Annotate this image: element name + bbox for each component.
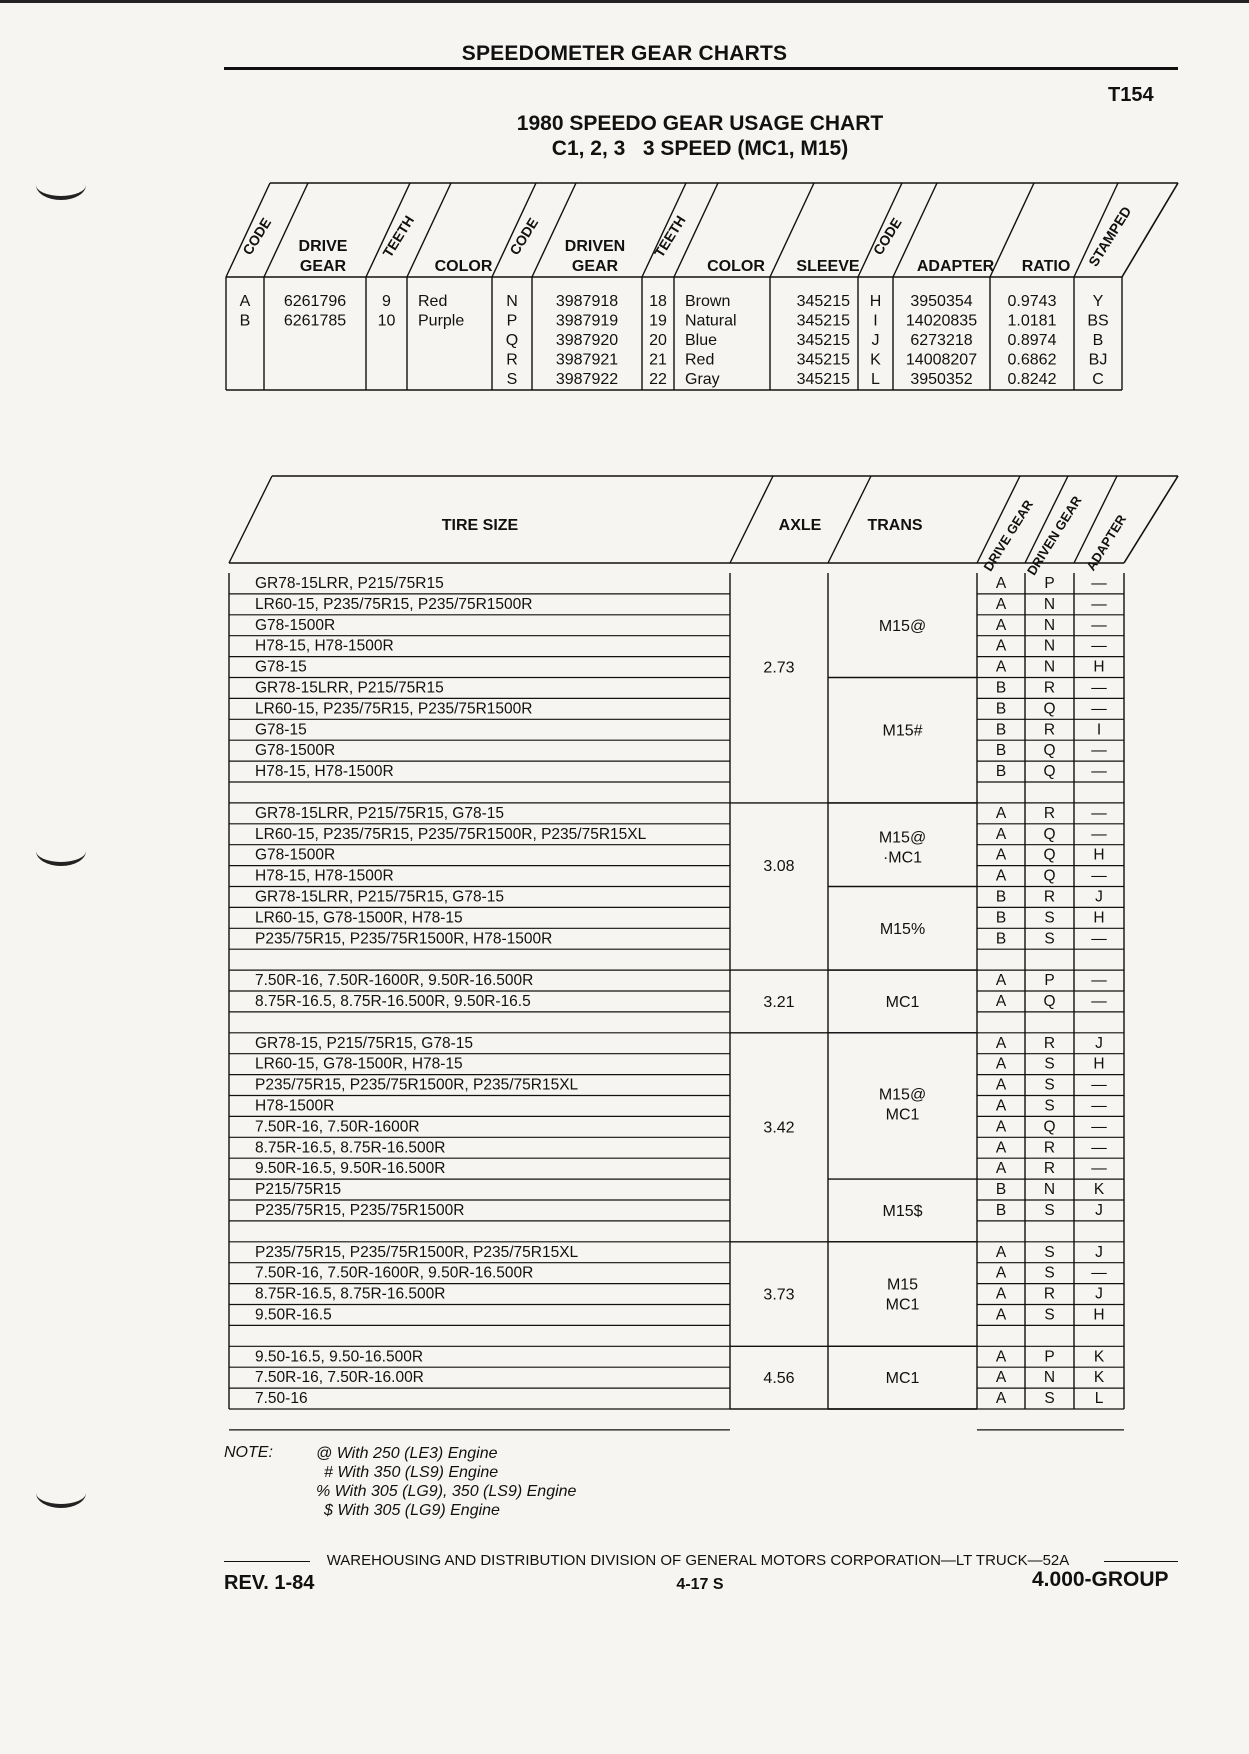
adapter-cell: H [1093,1055,1105,1073]
trans-cell: M15# [882,722,923,740]
drive-gear-cell: A [995,1390,1007,1408]
drive-gear-cell: A [995,1369,1007,1387]
adapter-cell: — [1091,637,1107,655]
gear-cell: 3987922 [555,371,619,388]
usage-table [229,476,1178,1430]
adapter-cell: — [1091,1264,1107,1282]
drive-gear-cell: B [995,930,1007,948]
chart-title: 1980 SPEEDO GEAR USAGE CHART [516,112,884,135]
drive-gear-cell: A [995,1055,1007,1073]
gear-cell: K [870,351,881,369]
driven-gear-cell: S [1044,1264,1055,1282]
drive-gear-cell: A [995,1139,1007,1157]
axle-cell: 3.08 [763,858,795,876]
header-label: CODE [869,214,905,258]
driven-gear-cell: R [1043,1139,1056,1157]
gear-cell: 0.9743 [1007,293,1057,310]
gear-cell: 18 [649,293,667,310]
tire-size-cell: 7.50R-16, 7.50R-16.00R [255,1369,424,1387]
driven-gear-cell: S [1044,1306,1055,1324]
tire-size-cell: P235/75R15, P235/75R1500R [255,1202,465,1219]
driven-gear-cell: Q [1043,742,1056,760]
gear-cell: 14020835 [905,312,978,330]
gear-cell: 9 [382,293,391,310]
adapter-cell: — [1091,804,1107,822]
trans-cell: M15@ [878,617,927,635]
driven-gear-cell: Q [1043,846,1056,864]
tire-size-cell: GR78-15, P215/75R15, G78-15 [255,1034,473,1052]
note-lines [316,1444,576,1520]
drive-gear-cell: A [995,637,1007,655]
driven-gear-cell: Q [1043,993,1056,1010]
gear-cell: 3950352 [910,371,973,388]
gear-cell: I [873,312,878,330]
axle-cell: 4.56 [763,1370,795,1388]
header-slant-rule [730,476,773,563]
driven-gear-cell: S [1044,1076,1055,1094]
gear-cell: 10 [377,312,396,330]
adapter-cell: J [1095,1285,1103,1303]
axle-cell: 3.21 [763,994,795,1011]
header-label: TEETH [650,212,689,261]
page-header-title: SPEEDOMETER GEAR CHARTS [461,42,788,65]
gear-cell: Y [1092,293,1104,310]
tire-size-cell: 8.75R-16.5, 8.75R-16.500R [255,1139,446,1157]
adapter-cell: H [1093,658,1105,676]
driven-gear-cell: S [1044,1390,1055,1408]
gear-cell: 14008207 [905,351,978,369]
tire-size-cell: 9.50-16.5, 9.50-16.500R [255,1348,424,1366]
trans-cell: MC1 [885,1370,920,1388]
drive-gear-cell: B [995,679,1007,697]
driven-gear-cell: R [1043,679,1056,697]
tire-size-cell: LR60-15, P235/75R15, P235/75R1500R [255,595,533,613]
note-label: NOTE: [224,1444,273,1461]
header-label: SLEEVE [796,258,860,275]
gear-cell: 0.8242 [1007,371,1057,388]
adapter-cell: J [1095,888,1103,906]
adapter-cell: — [1091,993,1107,1010]
gear-cell: 345215 [796,332,850,349]
driven-gear-cell: N [1043,1369,1056,1387]
drive-gear-cell: B [995,742,1007,760]
tire-size-cell: H78-15, H78-1500R [255,637,394,655]
gear-cell: Purple [418,312,465,330]
tire-size-cell: G78-1500R [255,742,336,760]
header-label: CODE [239,214,275,258]
gear-cell: J [871,332,880,349]
header-label: GEAR [299,258,347,275]
tire-size-cell: H78-15, H78-1500R [255,763,394,781]
gear-cell: 0.6862 [1007,351,1057,369]
drive-gear-cell: B [995,1181,1007,1199]
drive-gear-cell: A [995,846,1007,864]
drive-gear-cell: A [995,616,1007,634]
driven-gear-cell: S [1044,930,1055,948]
gear-cell: 22 [649,371,667,388]
gear-cell: A [239,293,251,310]
gear-cell: 3987921 [555,351,619,369]
driven-gear-cell: R [1043,804,1056,822]
gear-cell: 6261796 [283,293,347,310]
tire-size-cell: 7.50R-16, 7.50R-1600R, 9.50R-16.500R [255,1264,534,1282]
header-label: ADAPTER [1083,511,1130,574]
driven-gear-cell: P [1044,575,1055,592]
gear-cell: 345215 [796,293,850,310]
driven-gear-cell: S [1044,1243,1055,1261]
drive-gear-cell: A [995,1306,1007,1324]
driven-gear-cell: Q [1043,763,1056,781]
drive-gear-cell: B [995,909,1007,927]
adapter-cell: I [1096,721,1102,739]
trans-cell: M15$ [882,1203,923,1220]
header-label: RATIO [1021,258,1071,275]
footer-division: WAREHOUSING AND DISTRIBUTION DIVISION OF GENERAL MOTORS CORPORATION—LT TRUCK—52A [326,1552,1070,1569]
drive-gear-cell: A [995,1034,1007,1052]
gear-cell: Natural [685,312,737,330]
drive-gear-cell: A [995,1264,1007,1282]
adapter-cell: — [1091,867,1107,885]
adapter-cell: — [1091,1160,1107,1178]
adapter-cell: — [1091,825,1107,843]
adapter-cell: H [1093,909,1105,927]
adapter-cell: — [1091,595,1107,613]
note-line: $ With 305 (LG9) Engine [324,1502,500,1519]
adapter-cell: — [1091,972,1107,990]
header-label: TIRE SIZE [441,517,519,534]
adapter-cell: — [1091,575,1107,592]
header-slant-rule [532,183,576,277]
drive-gear-cell: A [995,658,1007,676]
header-label: DRIVE GEAR [980,497,1036,574]
drive-gear-cell: B [995,1202,1007,1219]
gear-cell: 6273218 [910,332,973,349]
note-line: @ With 250 (LE3) Engine [316,1445,498,1462]
tire-size-cell: P235/75R15, P235/75R1500R, P235/75R15XL [255,1076,579,1094]
adapter-cell: J [1095,1202,1103,1219]
driven-gear-cell: Q [1043,867,1056,885]
tire-size-cell: LR60-15, G78-1500R, H78-15 [255,1055,463,1073]
driven-gear-cell: N [1043,595,1056,613]
gear-cell: Brown [685,293,731,310]
gear-cell: 20 [649,332,667,349]
drive-gear-cell: A [995,575,1007,592]
tire-size-cell: P235/75R15, P235/75R1500R, H78-1500R [255,930,553,948]
group-label: 4.000-GROUP [1032,1568,1169,1591]
adapter-cell: L [1094,1390,1104,1408]
tire-size-cell: 8.75R-16.5, 8.75R-16.500R [255,1285,446,1303]
drive-gear-cell: A [995,1160,1007,1178]
drive-gear-cell: A [995,1243,1007,1261]
adapter-cell: — [1091,1076,1107,1094]
tire-size-cell: P215/75R15 [255,1181,342,1199]
header-label: CODE [506,214,542,258]
header-label: TEETH [379,212,418,261]
gear-table [226,183,1178,390]
gear-cell: N [506,293,518,310]
adapter-cell: H [1093,1306,1105,1324]
gear-cell: 0.8974 [1007,332,1057,349]
page-number: 4-17 S [676,1576,724,1593]
adapter-cell: K [1093,1181,1105,1199]
header-label: STAMPED [1085,203,1135,270]
gear-cell: 345215 [796,351,850,369]
driven-gear-cell: N [1043,637,1056,655]
driven-gear-cell: P [1044,972,1055,990]
tire-size-cell: 9.50R-16.5 [255,1306,332,1324]
driven-gear-cell: Q [1043,1118,1056,1136]
gear-cell: Red [418,293,448,310]
gear-cell: H [869,293,882,310]
tire-size-cell: 7.50R-16, 7.50R-1600R, 9.50R-16.500R [255,972,534,990]
gear-cell: S [506,371,518,388]
driven-gear-cell: N [1043,1181,1056,1199]
header-label: GEAR [571,258,619,275]
drive-gear-cell: A [995,825,1007,843]
table-right-slant [1122,183,1178,277]
drive-gear-cell: B [995,721,1007,739]
driven-gear-cell: Q [1043,700,1056,718]
header-label: AXLE [778,517,822,534]
trans-cell: MC1 [885,1106,920,1124]
tire-size-cell: H78-1500R [255,1097,335,1115]
usage-right-slant [1124,476,1178,563]
drive-gear-cell: B [995,888,1007,906]
gear-cell: 6261785 [283,312,347,330]
gear-cell: 19 [649,312,667,330]
gear-cell: B [1092,332,1104,349]
adapter-cell: — [1091,1118,1107,1136]
header-label: DRIVE [298,238,348,255]
tire-size-cell: 8.75R-16.5, 8.75R-16.500R, 9.50R-16.5 [255,993,531,1010]
gear-cell: 3950354 [910,293,973,310]
note-line: % With 305 (LG9), 350 (LS9) Engine [316,1483,577,1500]
axle-cell: 3.42 [763,1119,795,1137]
tire-size-cell: G78-1500R [255,846,336,864]
tire-size-cell: GR78-15LRR, P215/75R15 [255,679,444,697]
tire-size-cell: P235/75R15, P235/75R1500R, P235/75R15XL [255,1243,579,1261]
driven-gear-cell: S [1044,1055,1055,1073]
drive-gear-cell: A [995,595,1007,613]
axle-cell: 3.73 [763,1286,795,1304]
header-label: ADAPTER [916,258,995,275]
trans-cell: ·MC1 [882,849,923,867]
drive-gear-cell: A [995,1097,1007,1115]
driven-gear-cell: N [1043,616,1056,634]
trans-cell: M15@ [878,829,927,847]
tire-size-cell: 7.50R-16, 7.50R-1600R [255,1118,420,1136]
axle-cell: 2.73 [763,659,795,677]
adapter-cell: J [1095,1034,1103,1052]
gear-cell: Gray [685,371,720,388]
gear-cell: BS [1087,312,1109,330]
drive-gear-cell: A [995,972,1007,990]
header-slant-rule [229,476,272,563]
adapter-cell: — [1091,616,1107,634]
tire-size-cell: LR60-15, G78-1500R, H78-15 [255,909,463,927]
driven-gear-cell: R [1043,1160,1056,1178]
tire-size-cell: G78-15 [255,721,307,739]
adapter-cell: — [1091,679,1107,697]
adapter-cell: H [1093,846,1105,864]
adapter-cell: J [1095,1243,1103,1261]
tire-size-cell: 7.50-16 [255,1390,308,1408]
driven-gear-cell: P [1044,1348,1055,1366]
trans-cell: MC1 [885,1296,920,1314]
driven-gear-cell: S [1044,909,1055,927]
adapter-cell: K [1093,1369,1105,1387]
note-line: # With 350 (LS9) Engine [324,1464,499,1481]
tire-size-cell: G78-1500R [255,616,336,634]
tire-size-cell: LR60-15, P235/75R15, P235/75R1500R, P235/75R15XL [255,825,647,843]
driven-gear-cell: R [1043,1285,1056,1303]
gear-cell: 21 [649,351,667,369]
gear-cell: 345215 [796,371,850,388]
gear-cell: Q [505,332,519,349]
header-label: COLOR [434,258,493,275]
gear-cell: Blue [685,332,718,349]
drive-gear-cell: A [995,867,1007,885]
page-code: T154 [1108,84,1154,106]
drive-gear-cell: A [995,1285,1007,1303]
drive-gear-cell: A [995,1076,1007,1094]
tire-size-cell: H78-15, H78-1500R [255,867,394,885]
drive-gear-cell: A [995,993,1007,1010]
drive-gear-cell: A [995,804,1007,822]
header-label: DRIVEN [564,238,626,255]
adapter-cell: — [1091,1097,1107,1115]
driven-gear-cell: R [1043,1034,1056,1052]
gear-cell: Red [685,351,715,369]
trans-cell: M15% [879,920,926,938]
adapter-cell: — [1091,763,1107,781]
driven-gear-cell: S [1044,1202,1055,1219]
gear-cell: C [1092,371,1104,388]
header-label: TRANS [867,517,923,534]
drive-gear-cell: B [995,700,1007,718]
driven-gear-cell: N [1043,658,1056,676]
adapter-cell: K [1093,1348,1105,1366]
trans-cell: M15@ [878,1086,927,1104]
chart-subtitle: C1, 2, 3 3 SPEED (MC1, M15) [551,137,849,160]
tire-size-cell: GR78-15LRR, P215/75R15, G78-15 [255,804,505,822]
adapter-cell: — [1091,700,1107,718]
gear-cell: 3987920 [555,332,619,349]
gear-cell: 3987919 [555,312,619,330]
header-label: COLOR [707,258,765,275]
header-slant-rule [828,476,871,563]
drive-gear-cell: A [995,1348,1007,1366]
tire-size-cell: 9.50R-16.5, 9.50R-16.500R [255,1160,446,1178]
gear-cell: 345215 [796,312,850,330]
tire-size-cell: G78-15 [255,658,307,676]
gear-cell: 1.0181 [1007,312,1057,330]
driven-gear-cell: Q [1043,825,1056,843]
adapter-cell: — [1091,1139,1107,1157]
adapter-cell: — [1091,930,1107,948]
revision-label: REV. 1-84 [224,1572,315,1594]
drive-gear-cell: B [995,763,1007,781]
tire-size-cell: GR78-15LRR, P215/75R15 [255,575,444,592]
trans-cell: MC1 [885,994,920,1011]
driven-gear-cell: S [1044,1097,1055,1115]
header-label: DRIVEN GEAR [1023,493,1085,578]
driven-gear-cell: R [1043,888,1056,906]
trans-cell: M15 [886,1276,919,1294]
driven-gear-cell: R [1043,721,1056,739]
gear-cell: B [239,312,251,330]
tire-size-cell: LR60-15, P235/75R15, P235/75R1500R [255,700,533,718]
drive-gear-cell: A [995,1118,1007,1136]
gear-cell: L [871,371,880,388]
gear-cell: BJ [1088,351,1108,369]
gear-cell: 3987918 [555,293,619,310]
adapter-cell: — [1091,742,1107,760]
gear-cell: R [506,351,518,369]
gear-cell: P [506,312,518,330]
tire-size-cell: GR78-15LRR, P215/75R15, G78-15 [255,888,505,906]
